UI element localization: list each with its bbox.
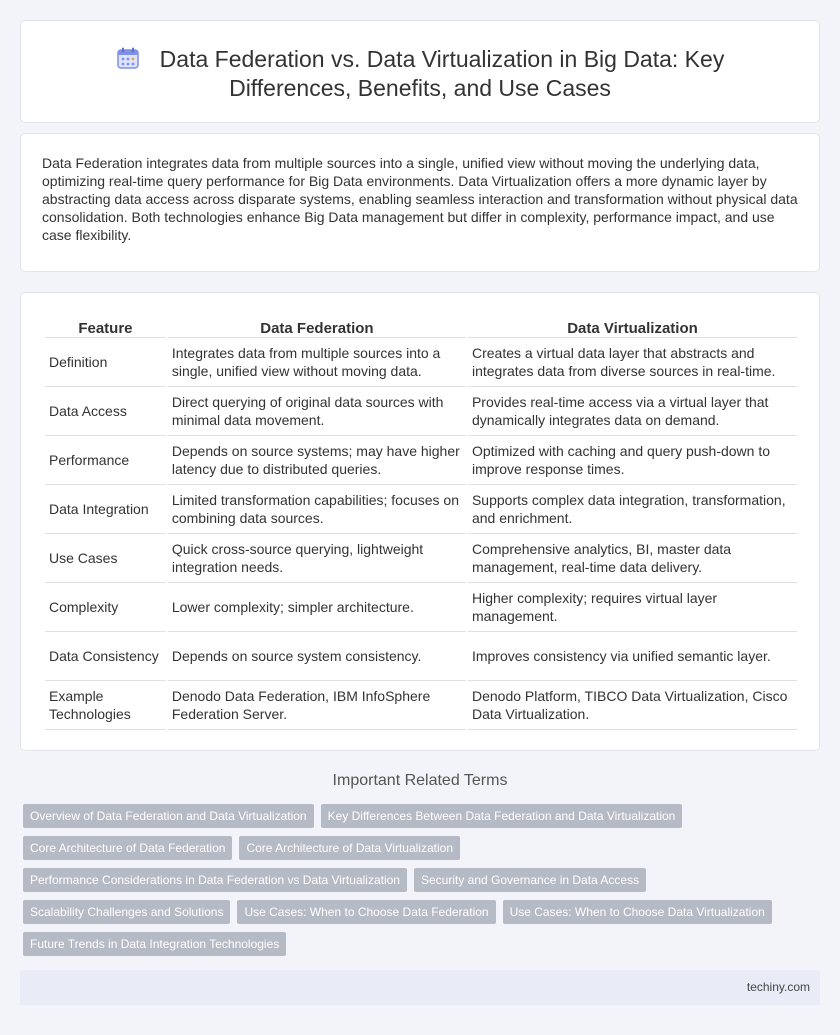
virtualization-cell: Higher complexity; requires virtual layer management.: [468, 583, 797, 632]
feature-cell: Use Cases: [45, 534, 166, 583]
feature-cell: Data Access: [45, 387, 166, 436]
comparison-table: [43, 315, 799, 730]
federation-cell: Denodo Data Federation, IBM InfoSphere Federation Server.: [168, 681, 466, 730]
table-row: [45, 583, 797, 632]
feature-cell: Complexity: [45, 583, 166, 632]
virtualization-cell: Improves consistency via unified semantic layer.: [468, 632, 797, 681]
page-title: Data Federation vs. Data Virtualization in Big Data: Key Differences, Benefits, and Use Cases: [159, 46, 725, 101]
table-row: [45, 681, 797, 730]
table-row: [45, 534, 797, 583]
federation-cell: Depends on source systems; may have higher latency due to distributed queries.: [168, 436, 466, 485]
virtualization-cell: Optimized with caching and query push-down to improve response times.: [468, 436, 797, 485]
title-card: [20, 20, 820, 123]
header-data-federation: Data Federation: [168, 315, 466, 338]
footer: [20, 970, 820, 1005]
feature-cell: Performance: [45, 436, 166, 485]
table-row: [45, 485, 797, 534]
related-term-tag[interactable]: Core Architecture of Data Virtualization: [239, 836, 460, 860]
virtualization-cell: Denodo Platform, TIBCO Data Virtualization, Cisco Data Virtualization.: [468, 681, 797, 730]
feature-cell: Definition: [45, 338, 166, 387]
header-feature: Feature: [45, 315, 166, 338]
footer-site-link[interactable]: techiny.com: [746, 980, 810, 994]
related-term-tag[interactable]: Use Cases: When to Choose Data Virtualization: [503, 900, 772, 924]
federation-cell: Direct querying of original data sources with minimal data movement.: [168, 387, 466, 436]
feature-cell: Example Technologies: [45, 681, 166, 730]
related-term-tag[interactable]: Key Differences Between Data Federation and Data Virtualization: [321, 804, 683, 828]
virtualization-cell: Comprehensive analytics, BI, master data management, real-time data delivery.: [468, 534, 797, 583]
feature-cell: Data Integration: [45, 485, 166, 534]
comparison-table-card: [20, 292, 820, 751]
related-term-tag[interactable]: Scalability Challenges and Solutions: [23, 900, 230, 924]
title-wrap: [61, 45, 779, 103]
related-terms-tags: [23, 804, 823, 956]
table-row: [45, 632, 797, 681]
related-term-tag[interactable]: Overview of Data Federation and Data Virtualization: [23, 804, 314, 828]
calendar-icon: [116, 46, 140, 70]
table-row: [45, 338, 797, 387]
virtualization-cell: Supports complex data integration, transformation, and enrichment.: [468, 485, 797, 534]
related-term-tag[interactable]: Security and Governance in Data Access: [414, 868, 646, 892]
federation-cell: Quick cross-source querying, lightweight integration needs.: [168, 534, 466, 583]
federation-cell: Lower complexity; simpler architecture.: [168, 583, 466, 632]
table-row: [45, 387, 797, 436]
virtualization-cell: Creates a virtual data layer that abstracts and integrates data from diverse sources in real-time.: [468, 338, 797, 387]
federation-cell: Depends on source system consistency.: [168, 632, 466, 681]
related-term-tag[interactable]: Performance Considerations in Data Federation vs Data Virtualization: [23, 868, 407, 892]
header-data-virtualization: Data Virtualization: [468, 315, 797, 338]
table-row: [45, 436, 797, 485]
related-term-tag[interactable]: Future Trends in Data Integration Technologies: [23, 932, 286, 956]
related-term-tag[interactable]: Core Architecture of Data Federation: [23, 836, 232, 860]
related-terms-heading: Important Related Terms: [332, 772, 508, 789]
federation-cell: Limited transformation capabilities; focuses on combining data sources.: [168, 485, 466, 534]
table-header-row: [45, 315, 797, 338]
virtualization-cell: Provides real-time access via a virtual layer that dynamically integrates data on demand.: [468, 387, 797, 436]
intro-card: [20, 133, 820, 272]
federation-cell: Integrates data from multiple sources into a single, unified view without moving data.: [168, 338, 466, 387]
feature-cell: Data Consistency: [45, 632, 166, 681]
related-term-tag[interactable]: Use Cases: When to Choose Data Federation: [237, 900, 495, 924]
intro-text: Data Federation integrates data from multiple sources into a single, unified view without moving the underlying data, optimizing real-time query performance for Big Data environments. Data Virtualization offers a more dynamic layer by abstracting data access across disparate systems, enabling seamless interaction and transformation without physical data consolidation. Both technologies enhance Big Data management but differ in complexity, performance impact, and use case flexibility.: [42, 155, 798, 243]
